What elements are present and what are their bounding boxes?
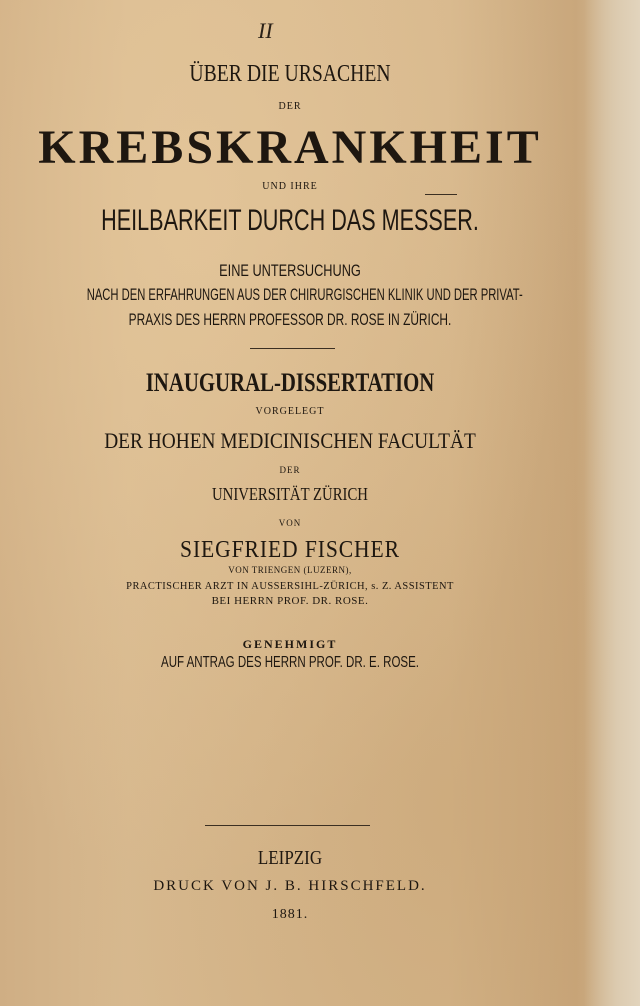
subtitle-line-2: NACH DEN ERFAHRUNGEN AUS DER CHIRURGISCHEN KLINIK UND DER PRIVAT- xyxy=(86,285,523,304)
title-der: DER xyxy=(278,101,302,112)
der-2: DER xyxy=(279,465,301,475)
university: UNIVERSITÄT ZÜRICH xyxy=(212,484,368,504)
author-role-2: BEI HERRN PROF. DR. ROSE. xyxy=(211,595,369,607)
main-title: KREBSKRANKHEIT xyxy=(38,121,542,174)
title-line-1: ÜBER DIE URSACHEN xyxy=(189,61,391,87)
subtitle-line-3: PRAXIS DES HERRN PROFESSOR DR. ROSE IN ZÜRICH. xyxy=(128,310,452,329)
subtitle-line-1: EINE UNTERSUCHUNG xyxy=(219,261,361,280)
separator-top xyxy=(250,348,335,349)
author-role-1: PRACTISCHER ARZT IN AUSSERSIHL-ZÜRICH, s. Z. ASSISTENT xyxy=(126,580,454,592)
small-dash xyxy=(425,194,457,195)
title-line-2: HEILBARKEIT DURCH DAS MESSER. xyxy=(101,204,479,237)
vorgelegt: VORGELEGT xyxy=(255,406,325,417)
separator-bottom xyxy=(205,825,370,826)
author-name: SIEGFRIED FISCHER xyxy=(180,537,400,563)
dissertation-title: INAUGURAL-DISSERTATION xyxy=(145,368,435,397)
von: VON xyxy=(278,518,302,528)
printer: DRUCK VON J. B. HIRSCHFELD. xyxy=(153,878,427,894)
city: LEIPZIG xyxy=(257,847,323,869)
title-und-ihre: UND IHRE xyxy=(262,181,318,192)
approved: GENEHMIGT xyxy=(242,637,338,651)
author-origin: VON TRIENGEN (LUZERN), xyxy=(228,565,352,575)
approved-by: AUF ANTRAG DES HERRN PROF. DR. E. ROSE. xyxy=(161,654,419,671)
pencil-mark: II xyxy=(258,18,273,43)
year: 1881. xyxy=(271,907,309,922)
faculty: DER HOHEN MEDICINISCHEN FACULTÄT xyxy=(104,428,476,453)
page-edge xyxy=(584,0,640,1006)
